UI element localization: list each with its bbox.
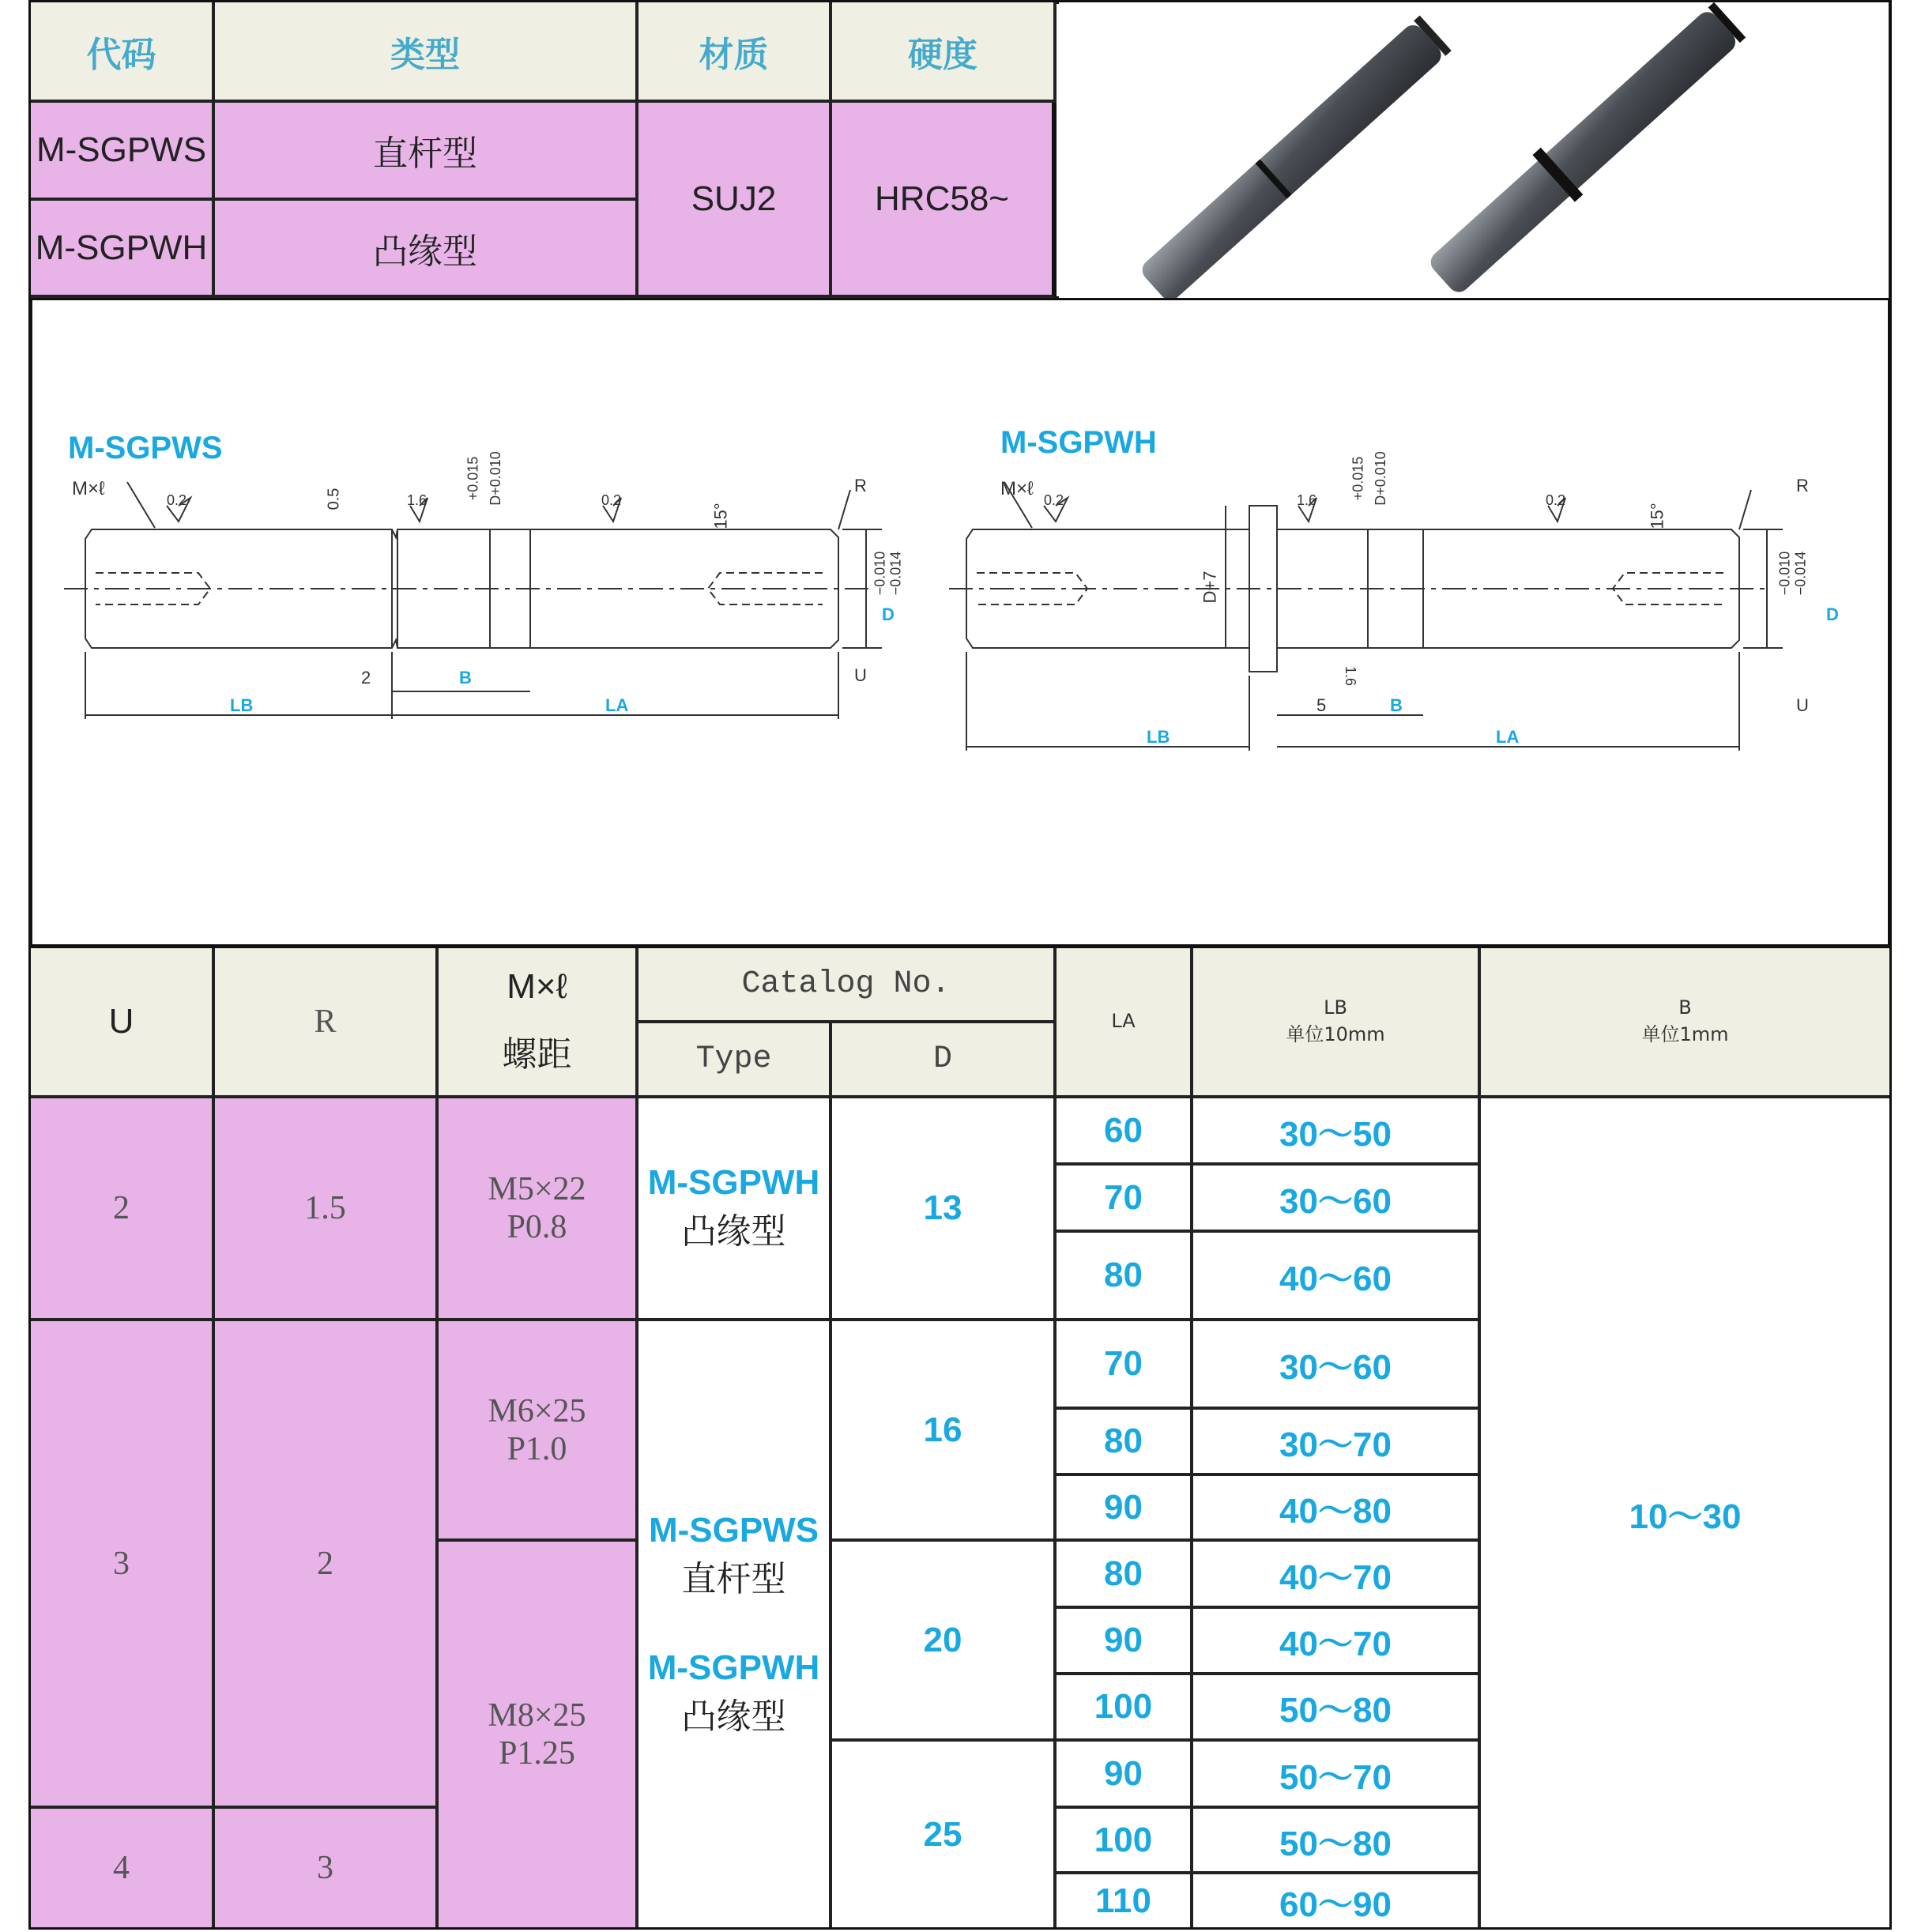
- right-r16-label: 1.6: [1297, 492, 1317, 508]
- left-d05-label: 0.5: [325, 488, 343, 510]
- header-d: D: [832, 1023, 1057, 1098]
- header-lb-text: LB: [1324, 996, 1347, 1019]
- thread-pitch: P1.0: [507, 1430, 567, 1467]
- la-value: 100: [1057, 1675, 1193, 1742]
- type-name: 凸缘型: [681, 1211, 786, 1252]
- r-value: 3: [215, 1809, 439, 1927]
- la-value: 100: [1057, 1809, 1193, 1874]
- header-type: Type: [638, 1023, 832, 1098]
- left-mxl-label: M×ℓ: [72, 478, 105, 499]
- right-r-label: R: [1796, 476, 1809, 495]
- header-la: LA: [1057, 948, 1193, 1098]
- lb-value: 30～60: [1193, 1166, 1481, 1233]
- right-u-label: U: [1796, 695, 1809, 715]
- left-d-label: D: [882, 604, 895, 624]
- la-value: 80: [1057, 1233, 1193, 1321]
- left-r02-label-a: 0.2: [167, 492, 187, 508]
- thread-cell: [439, 1098, 638, 1321]
- lb-value: 40～80: [1193, 1476, 1481, 1542]
- b-value: 10～30: [1481, 1098, 1889, 1927]
- code-sgpws: M-SGPWS: [31, 103, 215, 201]
- lb-value: 40～70: [1193, 1609, 1481, 1675]
- left-tol-top: +0.015: [465, 456, 481, 501]
- lb-value: 60～90: [1193, 1874, 1481, 1927]
- la-value: 80: [1057, 1542, 1193, 1609]
- la-value: 60: [1057, 1098, 1193, 1166]
- left-r-label: R: [854, 476, 867, 495]
- d-value: 16: [832, 1321, 1057, 1542]
- lb-value: 30～50: [1193, 1098, 1481, 1166]
- u-value: 3: [31, 1321, 215, 1809]
- thread-cell: [439, 1542, 638, 1927]
- la-value: 90: [1057, 1742, 1193, 1809]
- type-cell: [638, 1321, 832, 1927]
- right-d-label: D: [1826, 604, 1839, 624]
- header-b-unit: 单位1mm: [1641, 1023, 1729, 1045]
- right-tol-dd: D+0.010: [1372, 451, 1388, 506]
- left-b-label: B: [459, 668, 472, 687]
- header-u: U: [31, 948, 215, 1098]
- lb-value: 30～70: [1193, 1410, 1481, 1476]
- right-dtol2: −0.014: [1792, 551, 1809, 596]
- code-sgpwh: M-SGPWH: [31, 201, 215, 298]
- header-lb: [1193, 948, 1481, 1098]
- right-tol-top: +0.015: [1350, 456, 1366, 501]
- type-name: 直杆型: [681, 1558, 786, 1599]
- header-r: R: [215, 948, 439, 1098]
- type-code: M-SGPWH: [647, 1648, 820, 1687]
- right-b-label: B: [1390, 695, 1403, 715]
- product-photo: [1059, 2, 1889, 298]
- thread-pitch: P0.8: [507, 1209, 567, 1245]
- type-straight: 直杆型: [215, 103, 638, 201]
- thread-cell: [439, 1321, 638, 1542]
- header-mxl: [439, 948, 638, 1098]
- lb-value: 50～80: [1193, 1675, 1481, 1742]
- header-mxl-text: M×ℓ: [507, 967, 567, 1006]
- thread-pitch: P1.25: [499, 1735, 575, 1772]
- left-lb-label: LB: [230, 695, 254, 715]
- d-value: 25: [832, 1742, 1057, 1927]
- left-r16-label: 1.6: [407, 492, 428, 508]
- d-value: 20: [832, 1542, 1057, 1742]
- la-value: 70: [1057, 1166, 1193, 1233]
- left-dtol1: −0.010: [872, 551, 888, 596]
- material-value: SUJ2: [638, 103, 832, 298]
- right-5-label: 5: [1316, 695, 1327, 715]
- right-r16-flange: 1.6: [1343, 665, 1359, 687]
- right-r02-label-b: 0.2: [1546, 492, 1566, 508]
- right-lb-label: LB: [1147, 727, 1170, 747]
- lb-value: 30～60: [1193, 1321, 1481, 1410]
- u-value: 2: [31, 1098, 215, 1321]
- header-pitch-text: 螺距: [502, 1034, 572, 1075]
- header-b: [1481, 948, 1889, 1098]
- header-lb-unit: 单位10mm: [1286, 1023, 1385, 1045]
- type-code: M-SGPWS: [648, 1510, 819, 1550]
- header-material: 材质: [638, 2, 832, 103]
- thread-size: M8×25: [488, 1697, 586, 1734]
- header-code: 代码: [31, 2, 215, 103]
- right-dtol1: −0.010: [1776, 551, 1793, 596]
- d-value: 13: [832, 1098, 1057, 1321]
- left-angle-label: 15°: [710, 503, 731, 529]
- type-name: 凸缘型: [681, 1696, 786, 1737]
- drawing-area: [32, 300, 1888, 944]
- type-code: M-SGPWH: [647, 1163, 820, 1202]
- hardness-value: HRC58~: [832, 103, 1057, 298]
- lb-value: 50～80: [1193, 1809, 1481, 1874]
- left-la-label: LA: [605, 695, 629, 715]
- left-2-label: 2: [361, 668, 371, 687]
- header-type: 类型: [215, 2, 638, 103]
- header-hardness: 硬度: [832, 2, 1057, 103]
- left-tol-dd: D+0.010: [487, 451, 503, 506]
- la-value: 70: [1057, 1321, 1193, 1410]
- left-u-label: U: [854, 665, 867, 685]
- r-value: 2: [215, 1321, 439, 1809]
- right-angle-label: 15°: [1647, 503, 1667, 529]
- la-value: 90: [1057, 1609, 1193, 1675]
- header-catalog: Catalog No.: [638, 948, 1057, 1023]
- u-value: 4: [31, 1809, 215, 1927]
- la-value: 80: [1057, 1410, 1193, 1476]
- guide-pins-image: [1059, 2, 1889, 298]
- type-cell: [638, 1098, 832, 1321]
- thread-size: M5×22: [488, 1171, 586, 1207]
- header-b-text: B: [1678, 996, 1692, 1019]
- right-r02-label-a: 0.2: [1044, 492, 1064, 508]
- lb-value: 40～60: [1193, 1233, 1481, 1321]
- thread-size: M6×25: [488, 1392, 586, 1429]
- lb-value: 50～70: [1193, 1742, 1481, 1809]
- right-d7-label: D+7: [1200, 571, 1220, 604]
- r-value: 1.5: [215, 1098, 439, 1321]
- left-drawing-title: M-SGPWS: [68, 431, 223, 465]
- type-flange: 凸缘型: [215, 201, 638, 298]
- right-la-label: LA: [1496, 727, 1520, 747]
- lb-value: 40～70: [1193, 1542, 1481, 1609]
- right-drawing-title: M-SGPWH: [1000, 425, 1157, 460]
- la-value: 90: [1057, 1476, 1193, 1542]
- right-mxl-label: M×ℓ: [1000, 478, 1034, 499]
- la-value: 110: [1057, 1874, 1193, 1927]
- left-r02-label-b: 0.2: [601, 492, 622, 508]
- left-dtol2: −0.014: [887, 551, 904, 596]
